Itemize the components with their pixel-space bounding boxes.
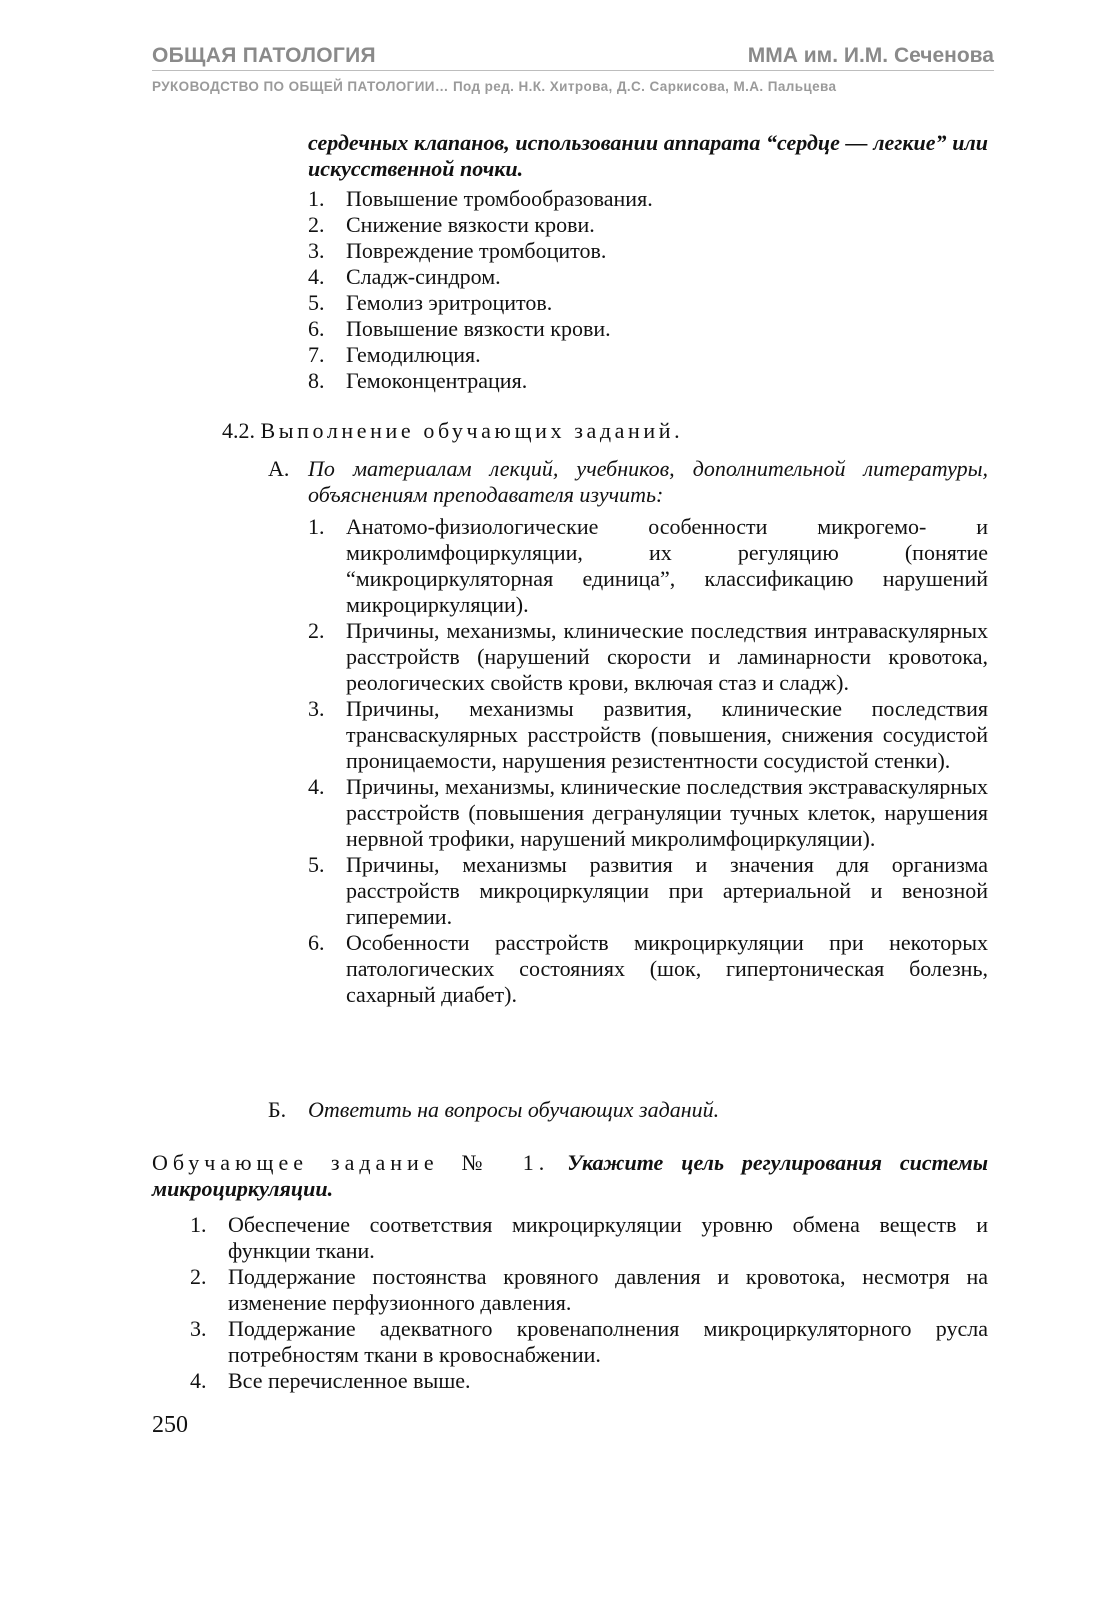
- list-item: [308, 238, 988, 264]
- item-number: 5.: [308, 852, 325, 877]
- item-text: Сладж-синдром.: [346, 264, 501, 289]
- training-task-1: [152, 1150, 988, 1202]
- running-header-title: ОБЩАЯ ПАТОЛОГИЯ: [152, 44, 376, 67]
- item-text: Повреждение тромбоцитов.: [346, 238, 607, 263]
- part-b-label: Б.: [268, 1097, 287, 1122]
- section-title: Выполнение обучающих заданий.: [260, 418, 684, 443]
- list-item: [308, 264, 988, 290]
- item-text: Гемодилюция.: [346, 342, 481, 367]
- item-number: 4.: [308, 264, 325, 289]
- item-number: 2.: [308, 618, 325, 643]
- item-number: 3.: [308, 696, 325, 721]
- item-number: 3.: [190, 1316, 207, 1341]
- part-b-instruction: Ответить на вопросы обучающих заданий.: [308, 1097, 720, 1122]
- item-text: Повышение вязкости крови.: [346, 316, 611, 341]
- list-item: [190, 1212, 988, 1264]
- item-number: 4.: [190, 1368, 207, 1393]
- item-number: 1.: [308, 186, 325, 211]
- list-item: [308, 514, 988, 618]
- item-text: Гемоконцентрация.: [346, 368, 528, 393]
- answer-options-list: [308, 186, 988, 394]
- item-text: Поддержание постоянства кровяного давления и кровотока, несмотря на изменение перфузионного давления.: [228, 1264, 988, 1315]
- list-item: [190, 1264, 988, 1316]
- item-text: Гемолиз эритроцитов.: [346, 290, 553, 315]
- list-item: [190, 1368, 988, 1394]
- list-item: [308, 342, 988, 368]
- section-heading: [222, 418, 683, 444]
- item-number: 1.: [308, 514, 325, 539]
- list-item: [308, 316, 988, 342]
- section-number: 4.2.: [222, 418, 255, 443]
- item-text: Повышение тромбообразования.: [346, 186, 653, 211]
- page-number: 250: [152, 1412, 188, 1438]
- task-question: Укажите цель регулирования системы микроциркуляции.: [152, 1150, 988, 1201]
- item-number: 6.: [308, 316, 325, 341]
- item-text: Обеспечение соответствия микроциркуляции уровню обмена веществ и функции ткани.: [228, 1212, 988, 1263]
- list-item: [308, 212, 988, 238]
- item-text: Причины, механизмы развития, клинические последствия трансваскулярных расстройств (повышения, снижения сосудистой проницаемости, нарушения резистентности сосудистой стенки).: [346, 696, 988, 773]
- part-a-label: А.: [268, 456, 290, 481]
- list-item: [308, 930, 988, 1008]
- list-item: [308, 696, 988, 774]
- list-item: [308, 852, 988, 930]
- task-lead: Обучающее задание № 1.: [152, 1150, 550, 1175]
- item-text: Причины, механизмы развития и значения для организма расстройств микроциркуляции при артериальной и венозной гиперемии.: [346, 852, 988, 929]
- item-text: Причины, механизмы, клинические последствия экстраваскулярных расстройств (повышения дегрануляции тучных клеток, нарушения нервной трофики, нарушений микролимфоциркуляции).: [346, 774, 988, 851]
- item-number: 3.: [308, 238, 325, 263]
- list-item: [308, 290, 988, 316]
- running-header-institution: ММА им. И.М. Сеченова: [747, 44, 994, 67]
- item-number: 7.: [308, 342, 325, 367]
- item-text: Особенности расстройств микроциркуляции при некоторых патологических состояниях (шок, гипертоническая болезнь, сахарный диабет).: [346, 930, 988, 1007]
- item-number: 6.: [308, 930, 325, 955]
- item-text: Анатомо-физиологические особенности микрогемо- и микролимфоциркуляции, их регуляцию (понятие “микроциркуляторная единица”, классификацию нарушений микроциркуляции).: [346, 514, 988, 617]
- item-number: 4.: [308, 774, 325, 799]
- intro-continuation: сердечных клапанов, использовании аппарата “сердце — легкие” или искусственной почки.: [308, 130, 988, 181]
- item-number: 8.: [308, 368, 325, 393]
- item-text: Все перечисленное выше.: [228, 1368, 471, 1393]
- study-topics-list: [308, 514, 988, 1008]
- item-number: 1.: [190, 1212, 207, 1237]
- list-item: [308, 618, 988, 696]
- list-item: [308, 368, 988, 394]
- part-a-instruction: По материалам лекций, учебников, дополнительной литературы, объяснениям преподавателя изучить:: [308, 456, 988, 507]
- item-text: Снижение вязкости крови.: [346, 212, 595, 237]
- item-text: Причины, механизмы, клинические последствия интраваскулярных расстройств (нарушений скорости и ламинарности кровотока, реологических свойств крови, включая стаз и сладж).: [346, 618, 988, 695]
- header-divider: [152, 70, 994, 71]
- task-answer-list: [190, 1212, 988, 1394]
- list-item: [308, 186, 988, 212]
- item-number: 2.: [190, 1264, 207, 1289]
- list-item: [308, 774, 988, 852]
- list-item: [190, 1316, 988, 1368]
- item-number: 5.: [308, 290, 325, 315]
- running-header-subtitle: РУКОВОДСТВО ПО ОБЩЕЙ ПАТОЛОГИИ… Под ред. Н.К. Хитрова, Д.С. Саркисова, М.А. Пальцева: [152, 79, 837, 94]
- item-number: 2.: [308, 212, 325, 237]
- item-text: Поддержание адекватного кровенаполнения микроциркуляторного русла потребностям ткани в кровоснабжении.: [228, 1316, 988, 1367]
